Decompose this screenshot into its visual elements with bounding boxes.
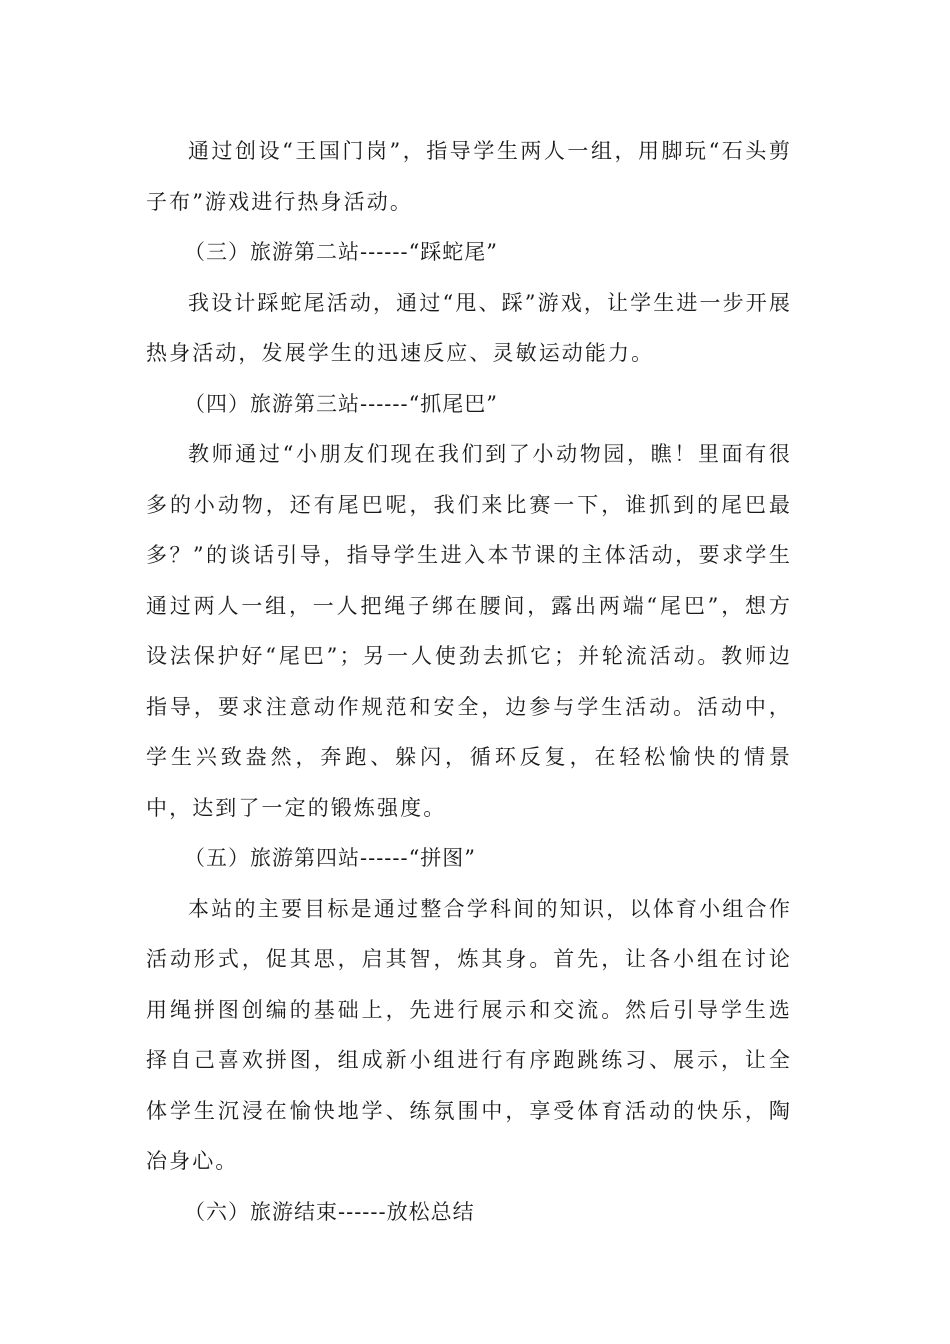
heading-station-four: （五）旅游第四站------“拼图” bbox=[184, 846, 477, 870]
heading-station-three: （四）旅游第三站------“抓尾巴” bbox=[184, 391, 499, 416]
paragraph-puzzle: 本站的主要目标是通过整合学科间的知识，以体育小组合作活动形式，促其思，启其智，炼其身。首先，让各小组在讨论用绳拼图创编的基础上，先进行展示和交流。然后引导学生选择自己喜欢拼图，组成新小组进行有序跑跳练习、展示，让全体学生沉浸在愉快地学、练氛围中，享受体育活动的快乐，陶冶身心。 bbox=[146, 896, 792, 1173]
paragraph-catch-tail: 教师通过“小朋友们现在我们到了小动物园，瞧！里面有很多的小动物，还有尾巴呢，我们来比赛一下，谁抓到的尾巴最多？”的谈话引导，指导学生进入本节课的主体活动，要求学生通过两人一组，一人把绳子绑在腰间，露出两端“尾巴”，想方设法保护好“尾巴”；另一人使劲去抓它；并轮流活动。教师边指导，要求注意动作规范和安全，边参与学生活动。活动中，学生兴致盎然，奔跑、躲闪，循环反复，在轻松愉快的情景中，达到了一定的锻炼强度。 bbox=[146, 442, 792, 820]
heading-station-two: （三）旅游第二站------“踩蛇尾” bbox=[184, 240, 499, 264]
heading-tour-end: （六）旅游结束------放松总结 bbox=[184, 1199, 475, 1224]
paragraph-snake-tail: 我设计踩蛇尾活动，通过“甩、踩”游戏，让学生进一步开展热身活动，发展学生的迅速反应、灵敏运动能力。 bbox=[146, 290, 792, 365]
paragraph-kingdom-gate: 通过创设“王国门岗”，指导学生两人一组，用脚玩“石头剪子布”游戏进行热身活动。 bbox=[146, 139, 792, 214]
document-body bbox=[146, 126, 792, 1237]
